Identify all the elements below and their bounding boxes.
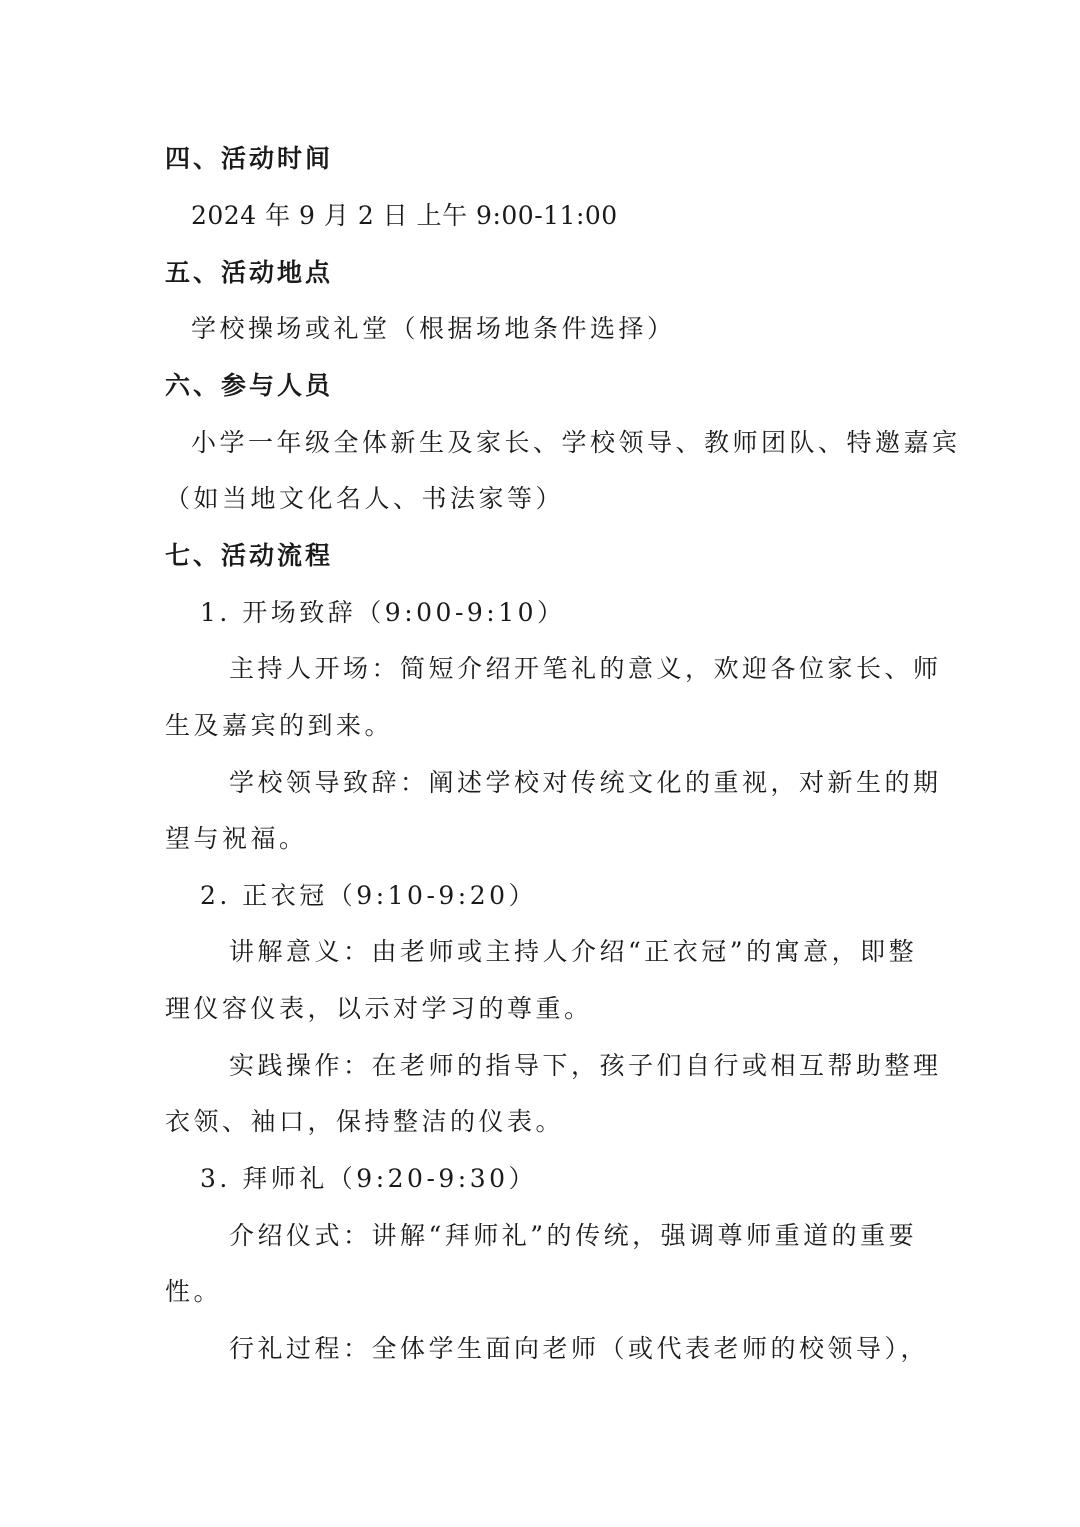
activity-time-text: 2024 年 9 月 2 日 上午 9:00-11:00 — [191, 201, 618, 230]
process-item-1-p2-line-2: 望与祝福。 — [165, 824, 308, 853]
process-item-2-p1-line-1: 讲解意义：由老师或主持人介绍“正衣冠”的寓意，即整 — [229, 937, 918, 966]
process-item-1-p1-line-1: 主持人开场：简短介绍开笔礼的意义，欢迎各位家长、师 — [229, 654, 942, 683]
participants-line-2: （如当地文化名人、书法家等） — [165, 484, 565, 513]
activity-place-text: 学校操场或礼堂（根据场地条件选择） — [191, 314, 676, 343]
process-item-3-p1-line-2: 性。 — [165, 1277, 223, 1306]
process-item-2-p2-line-2: 衣领、袖口，保持整洁的仪表。 — [165, 1107, 565, 1136]
process-item-2-p1-line-2: 理仪容仪表，以示对学习的尊重。 — [165, 994, 593, 1023]
section-heading-people: 六、参与人员 — [165, 371, 334, 400]
process-item-3-title: 3. 拜师礼（9:20-9:30） — [200, 1164, 538, 1193]
participants-line-1: 小学一年级全体新生及家长、学校领导、教师团队、特邀嘉宾 — [191, 428, 961, 457]
process-item-1-p1-line-2: 生及嘉宾的到来。 — [165, 711, 394, 740]
section-heading-process: 七、活动流程 — [165, 541, 334, 570]
process-item-1-title: 1. 开场致辞（9:00-9:10） — [200, 598, 566, 627]
process-item-3-p1-line-1: 介绍仪式：讲解“拜师礼”的传统，强调尊师重道的重要 — [229, 1221, 918, 1250]
process-item-3-p2-line-1: 行礼过程：全体学生面向老师（或代表老师的校领导）， — [229, 1334, 930, 1363]
section-heading-time: 四、活动时间 — [165, 144, 334, 173]
process-item-2-p2-line-1: 实践操作：在老师的指导下，孩子们自行或相互帮助整理 — [229, 1051, 942, 1080]
process-item-1-p2-line-1: 学校领导致辞：阐述学校对传统文化的重视，对新生的期 — [229, 768, 942, 797]
section-heading-place: 五、活动地点 — [165, 258, 334, 287]
process-item-2-title: 2. 正衣冠（9:10-9:20） — [200, 881, 538, 910]
